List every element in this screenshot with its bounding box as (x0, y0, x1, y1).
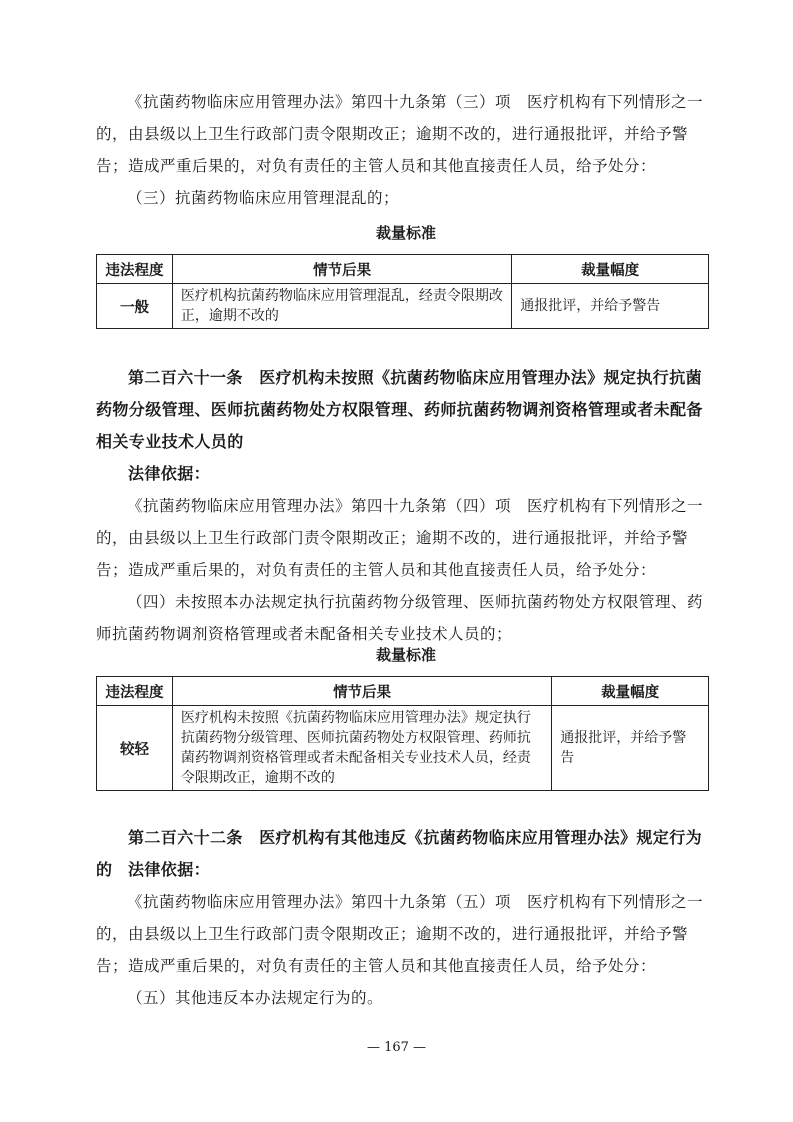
article-261-title: 第二百六十一条 医疗机构未按照《抗菌药物临床应用管理办法》规定执行抗菌药物分级管理、医师抗菌药物处方权限管理、药师抗菌药物调剂资格管理或者未配备相关专业技术人员的 (96, 368, 703, 451)
column-header-circumstance: 情节后果 (172, 677, 551, 706)
discretion-table (96, 676, 709, 791)
table-cell-penalty: 通报批评，并给予警告 (552, 706, 709, 791)
table-cell-level: 较轻 (97, 706, 173, 791)
column-header-circumstance: 情节后果 (172, 255, 511, 284)
legal-basis-item: （三）抗菌药物临床应用管理混乱的； (127, 189, 400, 207)
column-header-penalty: 裁量幅度 (552, 677, 709, 706)
legal-basis-text: 《抗菌药物临床应用管理办法》第四十九条第（五）项 医疗机构有下列情形之一的，由县级以上卫生行政部门责令限期改正；逾期不改的，进行通报批评，并给予警告；造成严重后果的，对负有责任的主管人员和其他直接责任人员，给予处分： (96, 893, 704, 975)
article-262-basis-label: 法律依据： (128, 860, 211, 879)
column-header-penalty: 裁量幅度 (512, 255, 709, 284)
column-header-level: 违法程度 (97, 255, 173, 284)
discretion-table (96, 254, 709, 329)
table-cell-level: 一般 (97, 284, 173, 329)
table-cell-circumstance: 医疗机构未按照《抗菌药物临床应用管理办法》规定执行抗菌药物分级管理、医师抗菌药物处方权限管理、药师抗菌药物调剂资格管理或者未配备相关专业技术人员，经责令限期改正，逾期不改的 (172, 706, 551, 791)
table-header-row (97, 677, 709, 706)
table-cell-circumstance: 医疗机构抗菌药物临床应用管理混乱，经责令限期改正，逾期不改的 (172, 284, 511, 329)
article-261-basis-label: 法律依据： (128, 464, 211, 483)
legal-basis-item: （四）未按照本办法规定执行抗菌药物分级管理、医师抗菌药物处方权限管理、药师抗菌药物调剂资格管理或者未配备相关专业技术人员的； (96, 593, 704, 643)
legal-basis-text: 《抗菌药物临床应用管理办法》第四十九条第（四）项 医疗机构有下列情形之一的，由县级以上卫生行政部门责令限期改正；逾期不改的，进行通报批评，并给予警告；造成严重后果的，对负有责任的主管人员和其他直接责任人员，给予处分： (96, 497, 704, 579)
column-header-level: 违法程度 (97, 677, 173, 706)
table-row (97, 706, 709, 791)
article-262-title: 第二百六十二条 医疗机构有其他违反《抗菌药物临床应用管理办法》规定行为的 (96, 828, 703, 879)
table-header-row (97, 255, 709, 284)
table-cell-penalty: 通报批评，并给予警告 (512, 284, 709, 329)
page-number: — 167 — (366, 1040, 427, 1055)
table-title: 裁量标准 (375, 646, 436, 664)
legal-basis-item: （五）其他违反本办法规定行为的。 (127, 989, 384, 1007)
table-title: 裁量标准 (375, 224, 436, 242)
table-row (97, 284, 709, 329)
legal-basis-text: 《抗菌药物临床应用管理办法》第四十九条第（三）项 医疗机构有下列情形之一的，由县级以上卫生行政部门责令限期改正；逾期不改的，进行通报批评，并给予警告；造成严重后果的，对负有责任的主管人员和其他直接责任人员，给予处分： (96, 93, 704, 175)
